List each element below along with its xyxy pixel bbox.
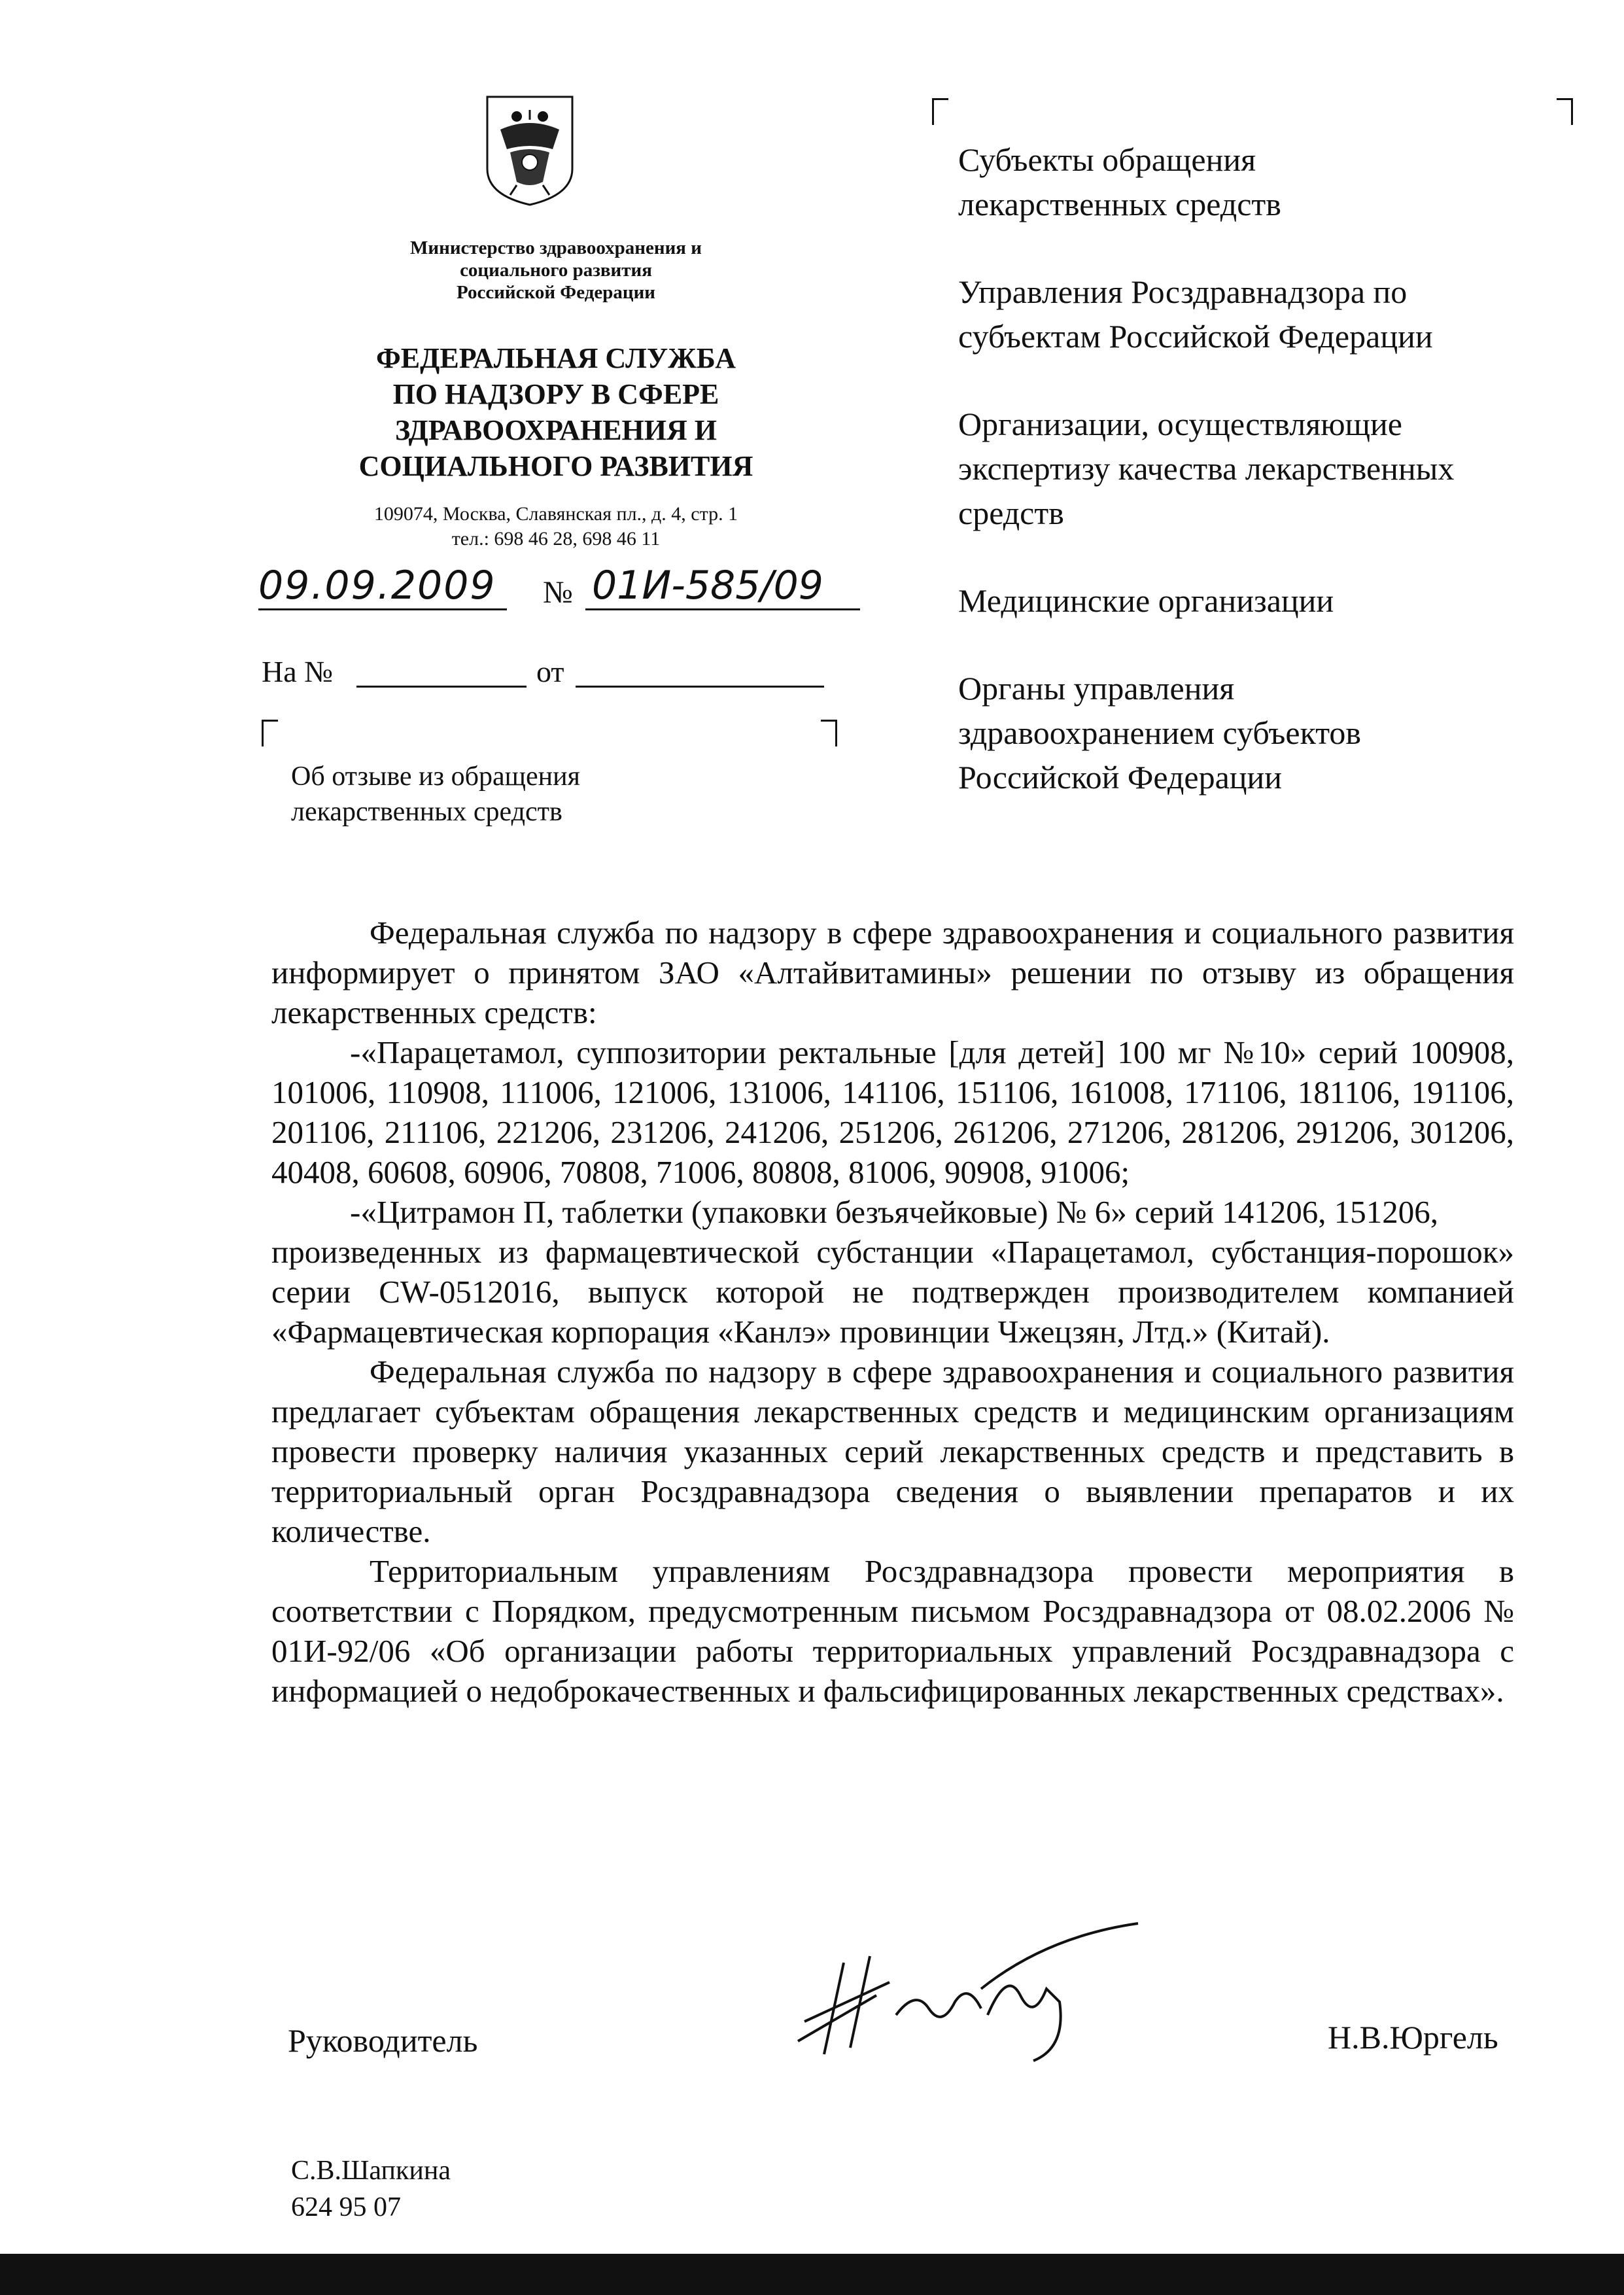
addressee-line: субъектам Российской Федерации (958, 318, 1433, 355)
address-block (307, 502, 804, 552)
registration-number: 01И-585/09 (592, 563, 823, 608)
subject-block (291, 759, 749, 830)
ministry-line: Российской Федерации (456, 282, 655, 303)
service-line: ФЕДЕРАЛЬНАЯ СЛУЖБА (376, 342, 736, 374)
letter-body (271, 913, 1514, 1711)
body-paragraph: Территориальным управлениям Росздравнадзора провести мероприятия в соответствии с Порядком, предусмотренным письмом Росздравнадзора от 08.02.2006 № 01И-92/06 «Об организации работы территориальных управлений Росздравнадзора с информацией о недоброкачественных и фальсифицированных лекарственных средствах». (271, 1553, 1514, 1709)
addressee-entry (958, 270, 1586, 359)
service-line: ЗДРАВООХРАНЕНИЯ И (394, 414, 717, 446)
subject-corner-right (821, 720, 837, 746)
russian-coat-of-arms-icon (481, 90, 579, 208)
number-label: № (543, 575, 573, 610)
ref-from-label: от (536, 655, 564, 688)
registration-line (258, 563, 867, 615)
service-name-block (307, 340, 804, 484)
executor-phone: 624 95 07 (291, 2192, 401, 2222)
handwritten-signature-icon (785, 1917, 1151, 2067)
addressee-entry (958, 666, 1586, 799)
body-paragraph: произведенных из фармацевтической субстанции «Парацетамол, субстанция-порошок» серии CW-0512016, выпуск которой не подтвержден производителем компанией «Фармацевтическая корпорация «Канлэ» провинции Чжецзян, Лтд.» (Китай). (271, 1234, 1514, 1350)
ministry-block (373, 237, 739, 304)
executor-name: С.В.Шапкина (291, 2156, 451, 2186)
addressee-line: Российской Федерации (958, 759, 1283, 796)
addressee-corner-left (932, 98, 948, 125)
reference-line (262, 654, 837, 693)
body-paragraph: Федеральная служба по надзору в сфере здравоохранения и социального развития предлагает субъектам обращения лекарственных средств и медицинским организациям провести проверку наличия указанных серий лекарственных средств и представить в территориальный орган Росздравнадзора сведения о выявлении препаратов и их количестве. (271, 1354, 1514, 1549)
scan-edge (0, 2254, 1624, 2295)
service-line: ПО НАДЗОРУ В СФЕРЕ (392, 378, 719, 410)
body-paragraph: Федеральная служба по надзору в сфере здравоохранения и социального развития информирует о принятом ЗАО «Алтайвитамины» решении по отзыву из обращения лекарственных средств: (271, 915, 1514, 1030)
executor-block (291, 2152, 451, 2226)
phone-line: тел.: 698 46 28, 698 46 11 (451, 528, 661, 550)
service-line: СОЦИАЛЬНОГО РАЗВИТИЯ (358, 450, 753, 482)
subject-line: Об отзыве из обращения (291, 762, 580, 792)
addressee-line: Субъекты обращения (958, 141, 1256, 178)
addressee-line: лекарственных средств (958, 186, 1281, 222)
addressee-entry (958, 578, 1586, 623)
addressee-line: экспертизу качества лекарственных (958, 450, 1455, 487)
addressee-entry (958, 402, 1586, 535)
addressee-line: средств (958, 495, 1064, 531)
ministry-line: Министерство здравоохранения и (410, 237, 702, 258)
addressee-line: Организации, осуществляющие (958, 406, 1403, 442)
addressee-corner-right (1557, 98, 1573, 125)
body-paragraph: -«Парацетамол, суппозитории ректальные [для детей] 100 мг №10» серий 100908, 101006, 110908, 111006, 121006, 131006, 141106, 151106, 161008, 171106, 181106, 191106, 201106, 211106, 221206, 231206, 241206, 251206, 261206, 271206, 281206, 291206, 301206, 40408, 60608, 60906, 70808, 71006, 80808, 81006, 90908, 91006; (271, 1034, 1514, 1190)
subject-line: лекарственных средств (291, 797, 562, 827)
ref-number-blank (356, 686, 527, 688)
addressee-list (958, 137, 1586, 843)
number-underline (585, 608, 860, 610)
ministry-line: социального развития (460, 260, 652, 281)
addressee-line: Органы управления (958, 670, 1235, 707)
address-line: 109074, Москва, Славянская пл., д. 4, стр. 1 (373, 503, 738, 525)
addressee-line: Управления Росздравнадзора по (958, 273, 1408, 310)
addressee-line: здравоохранением субъектов (958, 714, 1362, 751)
date-underline (258, 608, 507, 610)
ref-date-blank (576, 686, 824, 688)
ref-number-label: На № (262, 655, 334, 688)
addressee-entry (958, 137, 1586, 226)
subject-corner-left (262, 720, 278, 746)
signatory-name: Н.В.Юргель (1328, 2019, 1498, 2056)
signatory-title: Руководитель (288, 2022, 478, 2059)
body-paragraph: -«Цитрамон П, таблетки (упаковки безъячейковые) № 6» серий 141206, 151206, (350, 1194, 1439, 1230)
registration-date: 09.09.2009 (258, 563, 496, 608)
addressee-line: Медицинские организации (958, 582, 1334, 619)
